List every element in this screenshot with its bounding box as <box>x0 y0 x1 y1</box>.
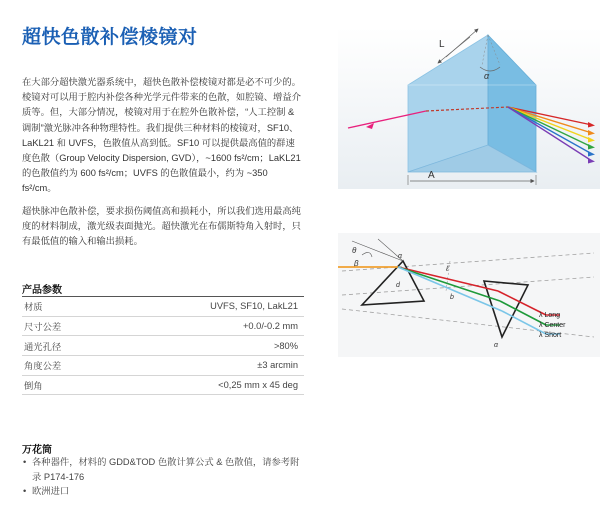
prism-diagram <box>338 27 600 194</box>
param-label: 倒角 <box>22 375 112 395</box>
label-b: b <box>450 294 454 301</box>
label-alpha: α <box>484 71 490 81</box>
param-label: 尺寸公差 <box>22 316 112 336</box>
label-d: d <box>396 282 400 289</box>
param-value: UVFS, SF10, LakL21 <box>112 297 304 316</box>
prism-pair-diagram <box>338 233 600 362</box>
param-value: ±3 arcmin <box>112 356 304 376</box>
table-row <box>22 336 304 356</box>
page-title: 超快色散补偿棱镜对 <box>22 27 198 48</box>
kaleidoscope-title: 万花筒 <box>22 445 52 456</box>
bullet-icon: • <box>23 457 27 467</box>
params-title: 产品参数 <box>22 285 62 296</box>
param-value: >80% <box>112 336 304 356</box>
damage-paragraph: 超快脉冲色散补偿，要求损伤阈值高和损耗小，所以我们选用最高纯度的材料制成，激光级表面抛光。超快激光在布儒斯特角入射时，只有最低值的输入和输出损耗。 <box>22 206 301 247</box>
legend-long: λ Long <box>539 312 561 319</box>
param-label: 材质 <box>22 297 112 316</box>
table-row <box>22 356 304 376</box>
label-theta: θ <box>352 246 357 255</box>
table-row <box>22 375 304 395</box>
label-ell: ℓ <box>446 264 449 273</box>
params-table <box>22 297 304 395</box>
label-l: L <box>439 39 445 50</box>
param-label: 角度公差 <box>22 356 112 376</box>
list-item: • 各种器件，材料的 GDD&TOD 色散计算公式 & 色散值，请参考附录 P174-176 <box>23 457 300 482</box>
param-value: +0.0/-0.2 mm <box>112 316 304 336</box>
kaleidoscope-list <box>22 455 304 499</box>
legend-short: λ Short <box>539 332 562 339</box>
list-item: • 欧洲进口 <box>22 484 304 499</box>
intro-paragraph: 在大部分超快激光器系统中，超快色散补偿棱镜对都是必不可少的。棱镜对可以用于腔内补偿各种光学元件带来的色散，如腔镜、增益介质等。但，大部分情况，棱镜对用于在腔外色散补偿，“人工控制 & 调制”激光脉冲各种物理特性。我们提供三种材料的棱镜对，SF10、LaKL21 和 UVFS，色散值从高到低。SF10 可以提供最高值的群速度色散（Group Velocity Dispersion, GVD），~1600 fs²/cm；LaKL21 的色散值约为 600 fs²/cm；UVFS 的色散值最小，约为 ~350 fs²/cm。 <box>22 77 301 194</box>
label-alpha-1: α <box>398 253 402 260</box>
label-a: A <box>428 170 435 181</box>
bullet-icon: • <box>23 486 27 496</box>
legend-center: λ Center <box>539 322 566 329</box>
label-alpha-2: α <box>494 342 498 349</box>
param-value: <0,25 mm x 45 deg <box>112 375 304 395</box>
param-label: 通光孔径 <box>22 336 112 356</box>
label-beta: β <box>354 259 359 268</box>
table-row <box>22 316 304 336</box>
table-row <box>22 297 304 316</box>
